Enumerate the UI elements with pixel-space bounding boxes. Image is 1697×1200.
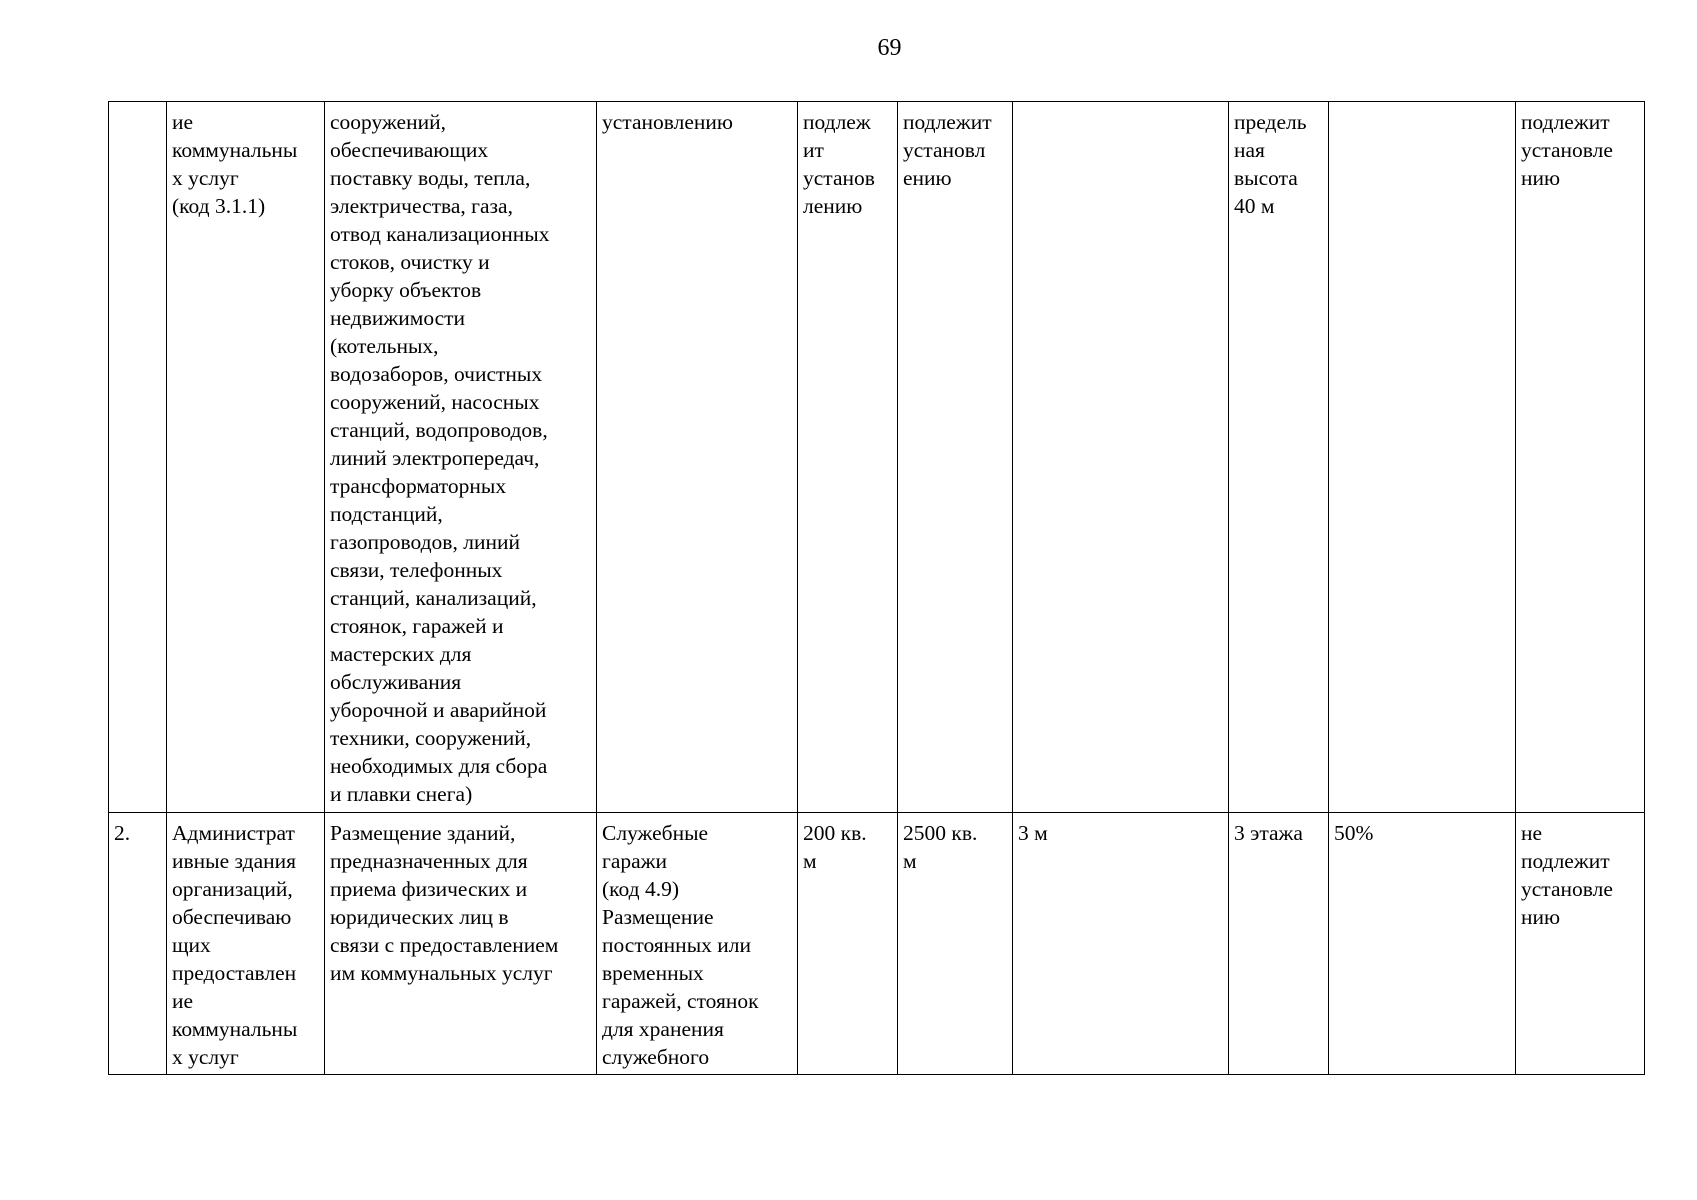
setback-cell <box>1013 102 1229 813</box>
zoning-regulations-table <box>108 101 1645 1075</box>
use-description-cell: сооружений, обеспечивающих поставку воды, тепла, электричества, газа, отвод канализационных стоков, очистку и уборку объектов недвижимости (котельных, водозаборов, очистных сооружений, насосных станций, водопроводов, линий электропередач, трансформаторных подстанций, газопроводов, линий связи, телефонных станций, канализаций, стоянок, гаражей и мастерских для обслуживания уборочной и аварийной техники, сооружений, необходимых для сбора и плавки снега) <box>325 102 597 813</box>
row-number-cell <box>109 102 167 813</box>
height-cell: 3 этажа <box>1229 813 1329 1075</box>
other-params-cell: не подлежит установле нию <box>1516 813 1645 1075</box>
height-cell: предель ная высота 40 м <box>1229 102 1329 813</box>
use-description-cell: Размещение зданий, предназначенных для приема физических и юридических лиц в связи с предоставлением им коммунальных услуг <box>325 813 597 1075</box>
use-name-cell: ие коммунальны х услуг (код 3.1.1) <box>167 102 325 813</box>
coverage-cell <box>1329 102 1516 813</box>
table-row <box>109 102 1645 813</box>
min-area-cell: подлеж ит установ лению <box>798 102 898 813</box>
setback-cell: 3 м <box>1013 813 1229 1075</box>
use-name-cell: Администрат ивные здания организаций, обеспечиваю щих предоставлен ие коммунальны х услуг <box>167 813 325 1075</box>
table-row <box>109 813 1645 1075</box>
coverage-cell: 50% <box>1329 813 1516 1075</box>
min-area-cell: 200 кв. м <box>798 813 898 1075</box>
page-number: 69 <box>877 35 902 61</box>
max-area-cell: подлежит установл ению <box>898 102 1013 813</box>
other-params-cell: подлежит установле нию <box>1516 102 1645 813</box>
auxiliary-use-cell: Служебные гаражи (код 4.9) Размещение постоянных или временных гаражей, стоянок для хранения служебного <box>597 813 798 1075</box>
max-area-cell: 2500 кв. м <box>898 813 1013 1075</box>
row-number-cell: 2. <box>109 813 167 1075</box>
auxiliary-use-cell: установлению <box>597 102 798 813</box>
